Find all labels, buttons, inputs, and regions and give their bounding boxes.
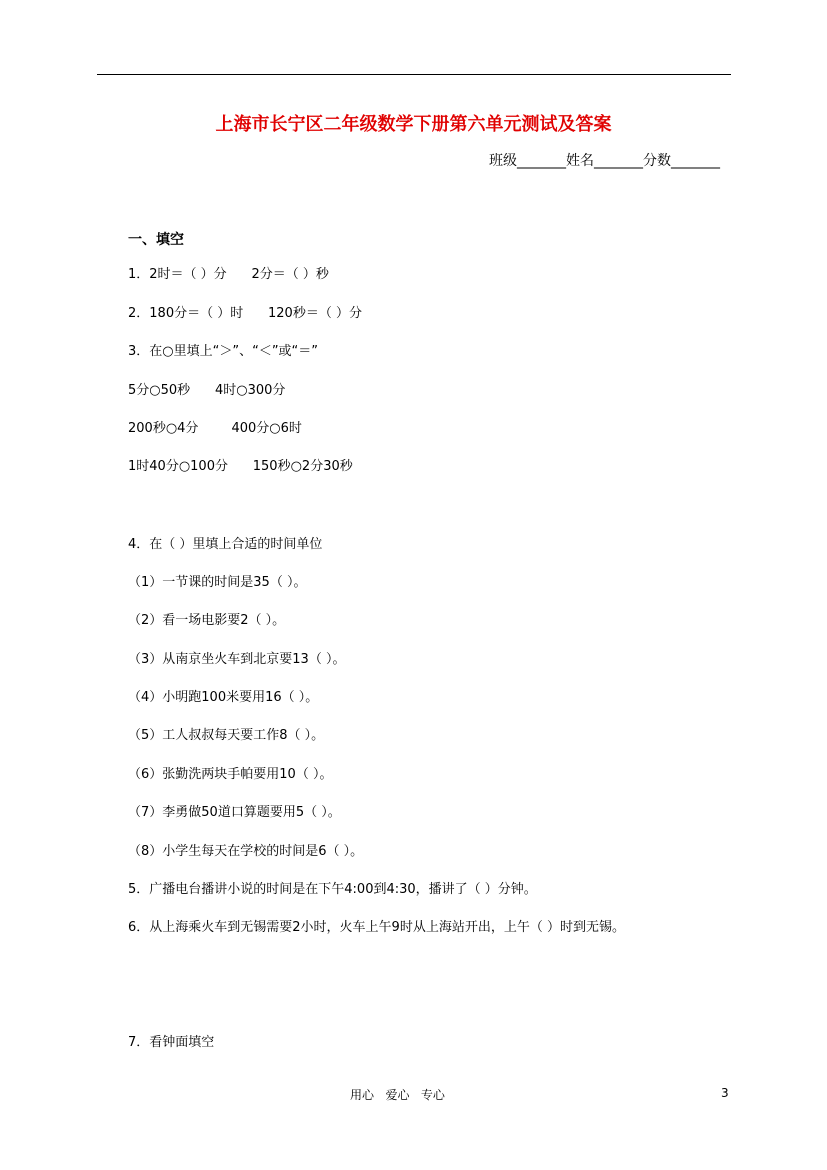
question-line: 4．在（ ）里填上合适的时间单位 — [128, 537, 323, 552]
question-line: 2．180分＝（ ）时 120秒＝（ ）分 — [128, 306, 362, 321]
question-line: 7．看钟面填空 — [128, 1035, 215, 1050]
question-line: （1）一节课的时间是35（ ）。 — [128, 575, 307, 590]
header-rule — [97, 74, 731, 75]
question-line: 1．2时＝（ ）分 2分＝（ ）秒 — [128, 267, 329, 282]
question-line: （6）张勤洗两块手帕要用10（ ）。 — [128, 767, 333, 782]
student-info-line: 班级_______姓名_______分数_______ — [489, 153, 720, 169]
question-line: （2）看一场电影要2（ ）。 — [128, 613, 286, 628]
question-line: （4）小明跑100米要用16（ ）。 — [128, 690, 319, 705]
question-line: 5．广播电台播讲小说的时间是在下午4:00到4:30，播讲了（ ）分钟。 — [128, 882, 537, 897]
page-number: 3 — [721, 1086, 729, 1100]
question-line: 5分○50秒 4时○300分 — [128, 383, 286, 398]
question-line: 200秒○4分 400分○6时 — [128, 421, 302, 436]
question-line: 6．从上海乘火车到无锡需要2小时，火车上午9时从上海站开出，上午（ ）时到无锡。 — [128, 920, 625, 935]
section-heading: 一、填空 — [128, 232, 184, 248]
document-title: 上海市长宁区二年级数学下册第六单元测试及答案 — [215, 114, 612, 135]
question-line: （5）工人叔叔每天要工作8（ ）。 — [128, 728, 325, 743]
question-line: （7）李勇做50道口算题要用5（ ）。 — [128, 805, 341, 820]
footer-text: 用心 爱心 专心 — [350, 1088, 445, 1102]
question-line: （3）从南京坐火车到北京要13（ ）。 — [128, 652, 346, 667]
question-line: （8）小学生每天在学校的时间是6（ ）。 — [128, 844, 364, 859]
question-line: 3．在○里填上“＞”、“＜”或“＝” — [128, 344, 319, 359]
question-line: 1时40分○100分 150秒○2分30秒 — [128, 459, 353, 474]
